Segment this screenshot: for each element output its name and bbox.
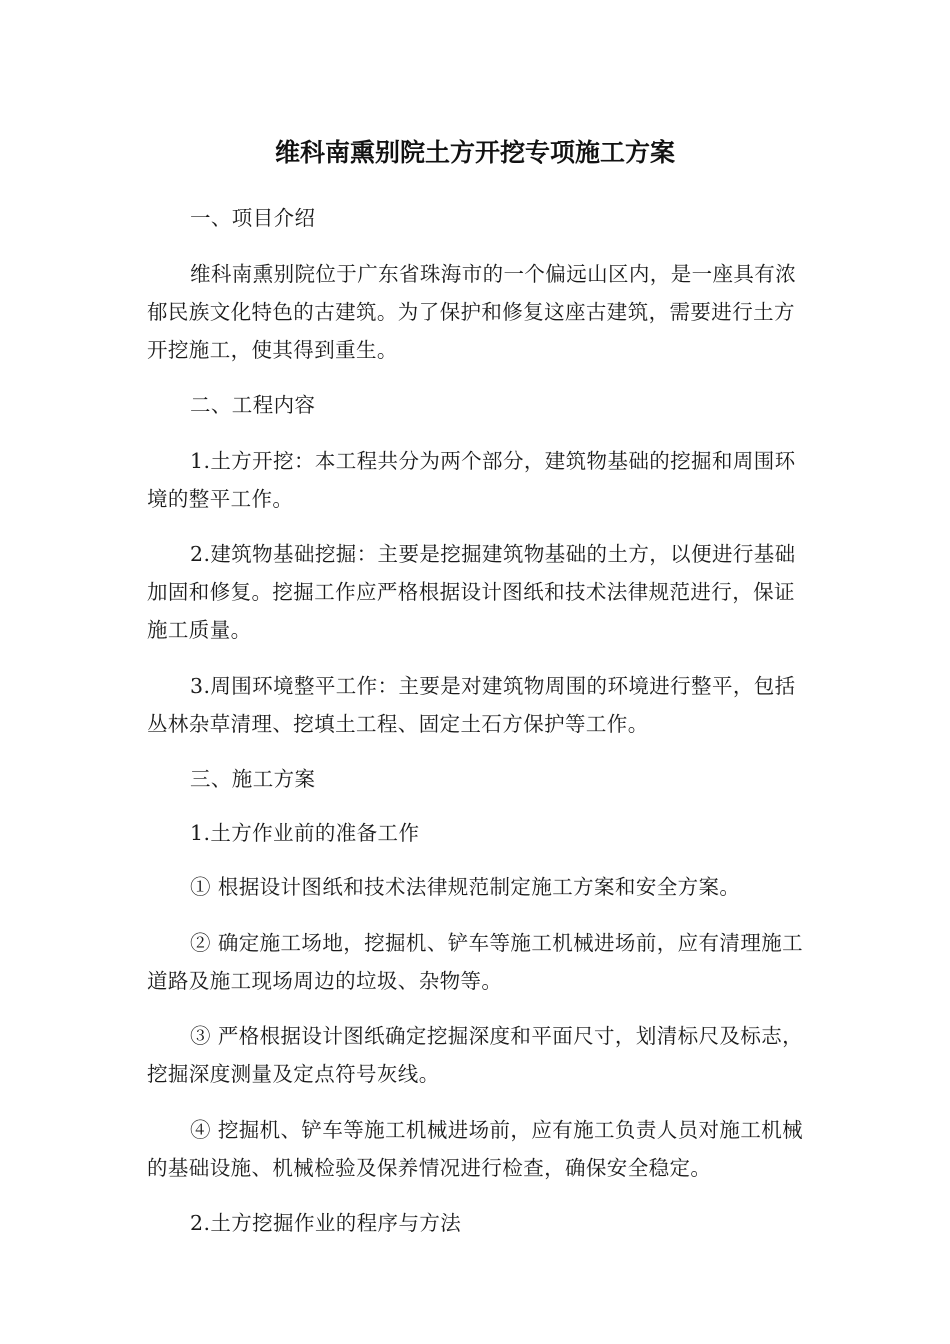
paragraph-scope-item-2: 2.建筑物基础挖掘：主要是挖掘建筑物基础的土方，以便进行基础加固和修复。挖掘工作应严格根据设计图纸和技术法律规范进行，保证施工质量。 (147, 542, 796, 642)
list-item-preparation-1: ① 根据设计图纸和技术法律规范制定施工方案和安全方案。 (190, 875, 741, 899)
section-heading-scope: 二、工程内容 (190, 393, 316, 417)
paragraph-project-description: 维科南熏别院位于广东省珠海市的一个偏远山区内，是一座具有浓郁民族文化特色的古建筑。为了保护和修复这座古建筑，需要进行土方开挖施工，使其得到重生。 (147, 261, 797, 362)
list-item-preparation-2: ② 确定施工场地，挖掘机、铲车等施工机械进场前，应有清理施工道路及施工现场周边的垃圾、杂物等。 (147, 930, 804, 993)
paragraph-scope-item-1: 1.土方开挖：本工程共分为两个部分，建筑物基础的挖掘和周围环境的整平工作。 (147, 448, 796, 511)
list-item-preparation-3: ③ 严格根据设计图纸确定挖掘深度和平面尺寸，划清标尺及标志，挖掘深度测量及定点符号灰线。 (147, 1024, 804, 1086)
paragraph-scope-item-3: 3.周围环境整平工作：主要是对建筑物周围的环境进行整平，包括丛林杂草清理、挖填土工程、固定土石方保护等工作。 (147, 673, 796, 736)
subheading-excavation-procedure: 2.土方挖掘作业的程序与方法 (190, 1211, 462, 1235)
section-heading-project-intro: 一、项目介绍 (190, 206, 316, 230)
list-item-preparation-4: ④ 挖掘机、铲车等施工机械进场前，应有施工负责人员对施工机械的基础设施、机械检验及保养情况进行检查，确保安全稳定。 (147, 1117, 804, 1180)
document-body (147, 199, 807, 1260)
document-title: 维科南熏别院土方开挖专项施工方案 (274, 138, 675, 167)
section-heading-construction-plan: 三、施工方案 (190, 767, 316, 791)
subheading-preparation: 1.土方作业前的准备工作 (190, 821, 420, 845)
